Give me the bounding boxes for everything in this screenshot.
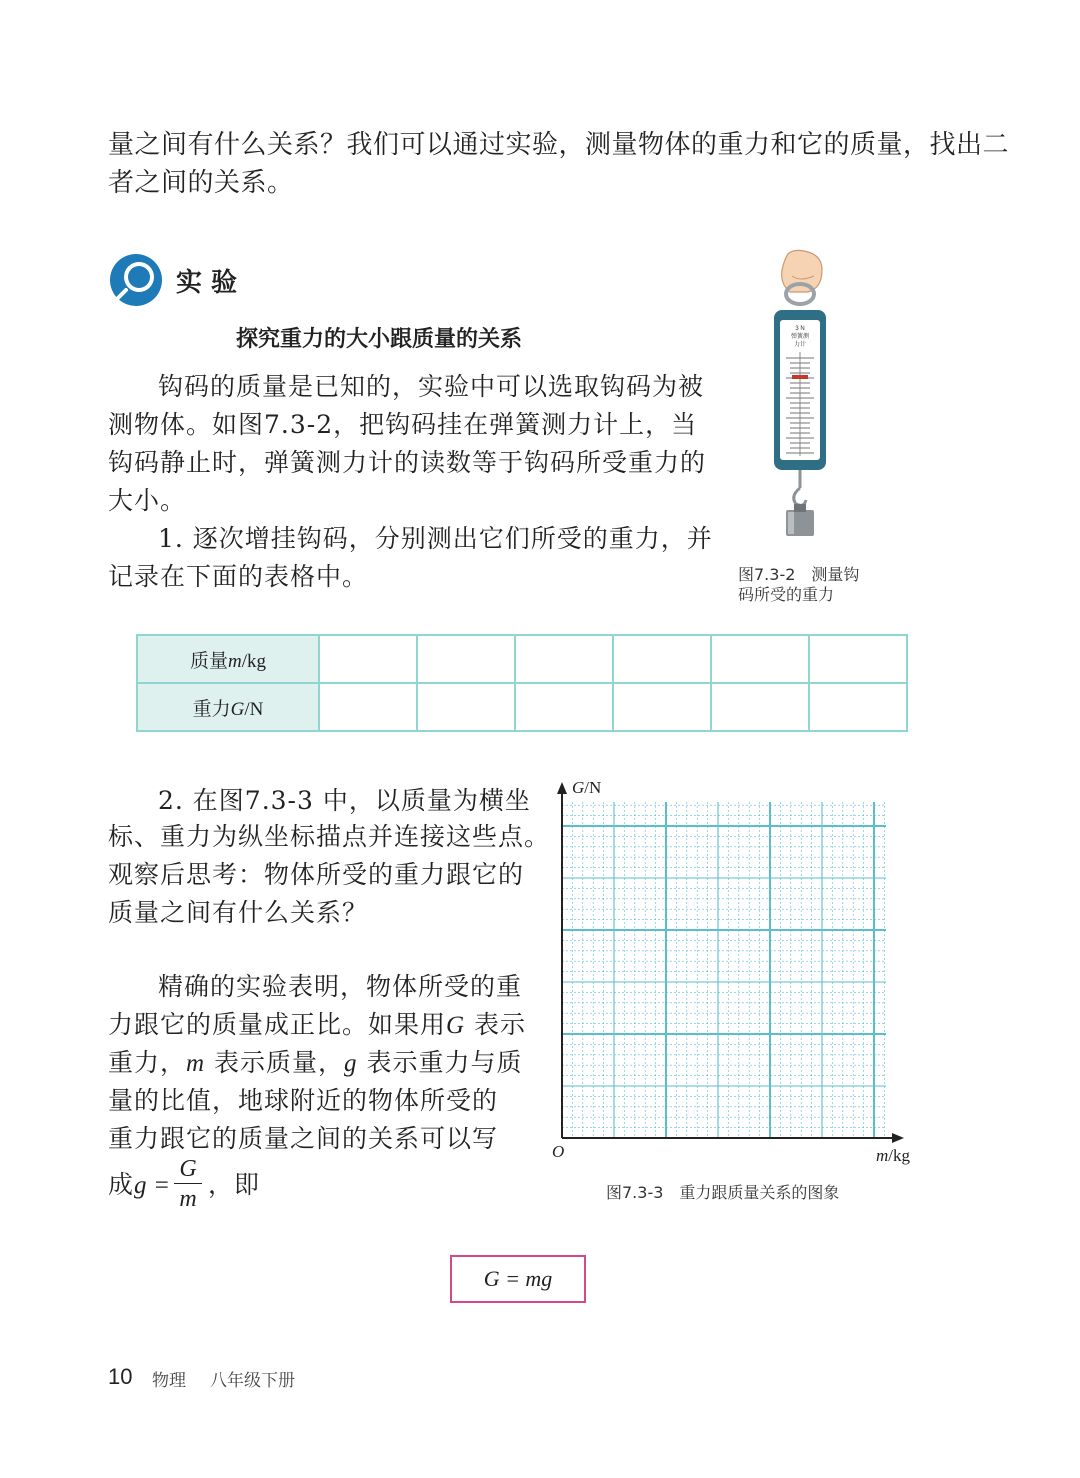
spring-scale-figure: [760, 248, 840, 544]
experiment-p2-line1: 1. 逐次增挂钩码，分别测出它们所受的重力，并: [158, 524, 713, 553]
footer-subject: 物理: [152, 1371, 186, 1391]
conclusion-line3-tail: 表示重力与质: [357, 1048, 523, 1077]
intro-line-1: 量之间有什么关系？我们可以通过实验，测量物体的重力和它的质量，找出二: [108, 130, 1010, 160]
mass-cell-2[interactable]: [417, 635, 515, 683]
experiment-icon: [108, 252, 164, 308]
weight-cell-6[interactable]: [809, 683, 907, 731]
experiment-p1-line3: 钩码静止时，弹簧测力计的读数等于钩码所受重力的: [108, 448, 707, 477]
mass-cell-5[interactable]: [711, 635, 809, 683]
conclusion-formula-g: g: [134, 1172, 148, 1199]
figure-7-3-2-caption-1: 图7.3-2 测量钩: [738, 565, 860, 584]
weight-cell-3[interactable]: [515, 683, 613, 731]
conclusion-formula-eq: =: [147, 1172, 170, 1199]
conclusion-var-g-upper: G: [446, 1012, 466, 1039]
weight-header-label: 重力: [192, 697, 231, 720]
conclusion-line2-tail: 表示: [465, 1010, 527, 1039]
weight-header-cell: [137, 683, 319, 731]
mass-cell-1[interactable]: [319, 635, 417, 683]
mass-header-var: m: [228, 650, 242, 672]
graph-svg: [548, 778, 928, 1178]
table-row: [137, 683, 907, 731]
mass-cell-6[interactable]: [809, 635, 907, 683]
experiment-p3-line1: 2. 在图7.3-3 中，以质量为横坐: [158, 786, 531, 815]
experiment-p3-line2: 标、重力为纵坐标描点并连接这些点。: [108, 822, 551, 851]
footer-book: 八年级下册: [210, 1371, 295, 1391]
y-axis-arrow: [557, 782, 567, 794]
conclusion-line2: [108, 1006, 526, 1045]
conclusion-line4: 量的比值，地球附近的物体所受的: [108, 1086, 499, 1115]
fraction-numerator: G: [179, 1156, 197, 1182]
weight-cell-4[interactable]: [613, 683, 711, 731]
page-number: 10: [108, 1364, 133, 1389]
weight-cell-1[interactable]: [319, 683, 417, 731]
section-title: 实 验: [176, 268, 238, 298]
experiment-title: 探究重力的大小跟质量的关系: [236, 327, 523, 352]
conclusion-line6-prefix: 成: [108, 1170, 135, 1199]
conclusion-line5: 重力跟它的质量之间的关系可以写: [108, 1124, 499, 1153]
weight-cell-5[interactable]: [711, 683, 809, 731]
conclusion-fraction: [172, 1154, 204, 1213]
x-axis-label: m/kg: [876, 1146, 911, 1165]
conclusion-line6-tail: ，即: [208, 1170, 261, 1199]
weight-header-unit: /N: [244, 698, 264, 720]
conclusion-line1: 精确的实验表明，物体所受的重: [158, 972, 523, 1001]
major-grid: [562, 802, 886, 1138]
experiment-p1-line4: 大小。: [108, 486, 187, 515]
dial-header-line-1: 3 N: [795, 326, 805, 332]
weight-header-var: G: [230, 698, 245, 720]
conclusion-line3-head: 重力，: [108, 1048, 187, 1077]
mass-cell-3[interactable]: [515, 635, 613, 683]
mass-header-cell: [137, 635, 319, 683]
mass-header-unit: /kg: [241, 650, 267, 672]
experiment-p1-line1: 钩码的质量是已知的，实验中可以选取钩码为被: [158, 372, 705, 401]
intro-line-2: 者之间的关系。: [108, 168, 294, 198]
experiment-p1-line2: 测物体。如图7.3-2，把钩码挂在弹簧测力计上，当: [108, 410, 698, 439]
conclusion-line3: [108, 1044, 522, 1083]
formula-text: G = mg: [483, 1266, 553, 1291]
figure-7-3-2-caption-2: 码所受的重力: [738, 585, 835, 604]
y-axis-label: G/N: [572, 778, 602, 797]
fraction-denominator: m: [179, 1186, 197, 1212]
conclusion-var-m: m: [186, 1050, 206, 1077]
figure-7-3-3-caption: 图7.3-3 重力跟质量关系的图象: [606, 1183, 840, 1202]
conclusion-line2-text: 力跟它的质量成正比。如果用: [108, 1010, 447, 1039]
graph-figure: [548, 778, 928, 1178]
conclusion-line6: [108, 1166, 170, 1205]
record-table: [136, 634, 908, 732]
experiment-p2-line2: 记录在下面的表格中。: [108, 562, 369, 591]
dial-header-line-2: 弹簧测: [790, 334, 810, 340]
conclusion-var-g: g: [344, 1050, 358, 1077]
table-row: [137, 635, 907, 683]
weight-cell-2[interactable]: [417, 683, 515, 731]
experiment-p3-line3: 观察后思考：物体所受的重力跟它的: [108, 860, 525, 889]
minor-grid: [562, 802, 886, 1138]
dial-header-line-3: 力计: [793, 342, 807, 348]
formula-box: [450, 1255, 586, 1303]
mass-cell-4[interactable]: [613, 635, 711, 683]
conclusion-line3-mid: 表示质量，: [205, 1048, 345, 1077]
x-axis-arrow: [892, 1133, 904, 1143]
mass-header-label: 质量: [189, 649, 228, 672]
origin-label: O: [552, 1142, 565, 1161]
experiment-p3-line4: 质量之间有什么关系？: [108, 898, 369, 927]
